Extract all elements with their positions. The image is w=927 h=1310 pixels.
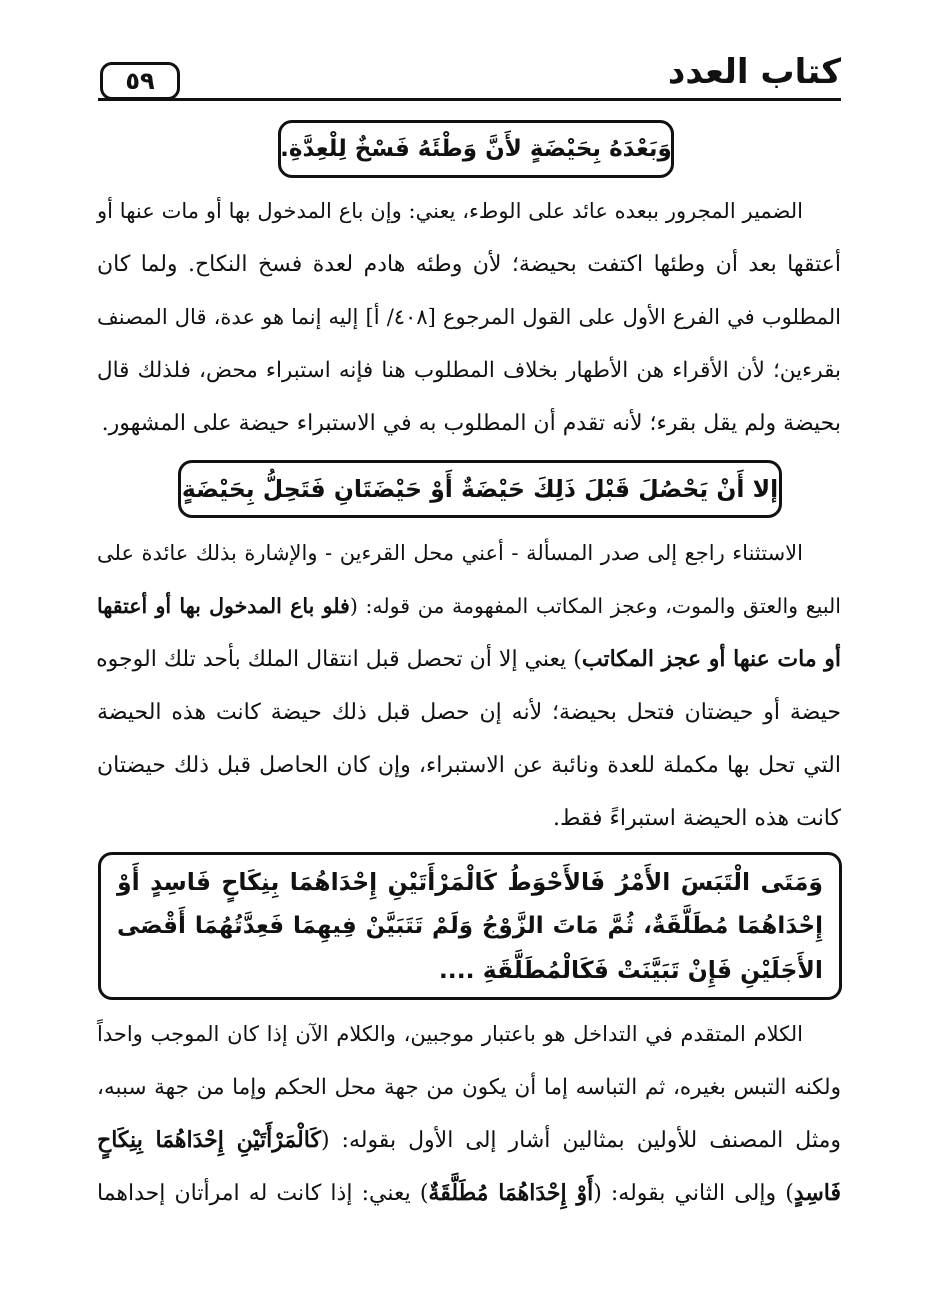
line-text: البيع والعتق والموت، وعجز المكاتب المفهومة من قوله: ( [349, 594, 841, 618]
page-number: ٥٩ [100, 62, 180, 100]
matn-box-3 [98, 852, 842, 1000]
paragraph-line: ولكنه التبس بغيره، ثم التباسه إما أن يكون من جهة محل الحكم وإما من جهة سببه، [97, 1075, 841, 1100]
paragraph-line: التي تحل بها مكملة للعدة ونائبة عن الاستبراء، وإن كان الحاصل قبل ذلك حيضتان [97, 753, 841, 778]
paragraph-line [97, 633, 841, 686]
line-text: ) وإلى الثاني بقوله: ( [593, 1181, 794, 1206]
matn-box-2: إلا أَنْ يَحْصُلَ قَبْلَ ذَلِكَ حَيْضَةٌ أَوْ حَيْضَتَانِ فَتَحِلُّ بِحَيْضَةٍ [178, 460, 782, 518]
book-title: كتاب العدد [667, 52, 841, 92]
matn-line: الأَجَلَيْنِ فَإِنْ تَبَيَّنَتْ فَكَالْمُطَلَّقَةِ .... [438, 956, 823, 984]
paragraph-line: أعتقها بعد أن وطئها اكتفت بحيضة؛ لأن وطئه هادم لعدة فسخ النكاح. ولما كان [97, 252, 841, 277]
paragraph-line: حيضة أو حيضتان فتحل بحيضة؛ لأنه إن حصل قبل ذلك حيضة كانت هذه الحيضة [97, 700, 841, 725]
matn-box-1: وَبَعْدَهُ بِحَيْضَةٍ لأَنَّ وَطْئَهُ فَسْخٌ لِلْعِدَّةِ. [278, 120, 674, 178]
quoted-matn: فلو باع المدخول بها أو أعتقها [97, 594, 350, 618]
quoted-matn: أَوْ إِحْدَاهُمَا مُطَلَّقَةٌ [428, 1180, 594, 1206]
paragraph-line [97, 580, 841, 633]
header-divider [98, 98, 841, 101]
paragraph-line [97, 1114, 841, 1167]
matn-line: إِحْدَاهُمَا مُطَلَّقَةٌ، ثُمَّ مَاتَ الزَّوْجُ وَلَمْ تَتَبَيَّنْ فِيهِمَا فَعِدَّتُهُمَا أَقْصَى [117, 913, 823, 939]
paragraph-line: كانت هذه الحيضة استبراءً فقط. [552, 806, 841, 831]
paragraph-line: بحيضة ولم يقل بقرء؛ لأنه تقدم أن المطلوب به في الاستبراء حيضة على المشهور. [101, 411, 841, 436]
paragraph-1 [97, 185, 841, 450]
line-text: ) يعني إلا أن تحصل قبل انتقال الملك بأحد تلك الوجوه [96, 647, 582, 672]
line-text: ) يعني: إذا كانت له امرأتان إحداهما [97, 1181, 429, 1206]
paragraph-line: المطلوب في الفرع الأول على القول المرجوع [٤٠٨/ أ] إليه إنما هو عدة، قال المصنف [97, 305, 841, 329]
quoted-matn: كَالْمَرْأَتَيْنِ إِحْدَاهُمَا بِنِكَاحٍ [97, 1127, 321, 1153]
paragraph-2 [97, 527, 841, 845]
paragraph-line: الكلام المتقدم في التداخل هو باعتبار موجبين، والكلام الآن إذا كان الموجب واحداً [97, 1022, 803, 1046]
paragraph-line [97, 1167, 841, 1220]
matn-line: وَمَتَى الْتَبَسَ الأَمْرُ فَالأَحْوَطُ كَالْمَرْأَتَيْنِ إِحْدَاهُمَا بِنِكَاحٍ فَاسِدٍ أَوْ [117, 868, 823, 896]
paragraph-line: بقرءين؛ لأن الأقراء هن الأطهار بخلاف المطلوب هنا فإنه استبراء محض، فلذلك قال [97, 358, 841, 383]
paragraph-line: الضمير المجرور ببعده عائد على الوطء، يعني: وإن باع المدخول بها أو مات عنها أو [97, 199, 803, 223]
paragraph-line: الاستثناء راجع إلى صدر المسألة - أعني محل القرءين - والإشارة بذلك عائدة على [97, 541, 803, 565]
quoted-matn: فَاسِدٍ [793, 1180, 841, 1206]
paragraph-3 [97, 1008, 841, 1220]
quoted-matn: أو مات عنها أو عجز المكاتب [581, 646, 841, 672]
line-text: ومثل المصنف للأولين بمثالين أشار إلى الأول بقوله: ( [320, 1128, 841, 1153]
